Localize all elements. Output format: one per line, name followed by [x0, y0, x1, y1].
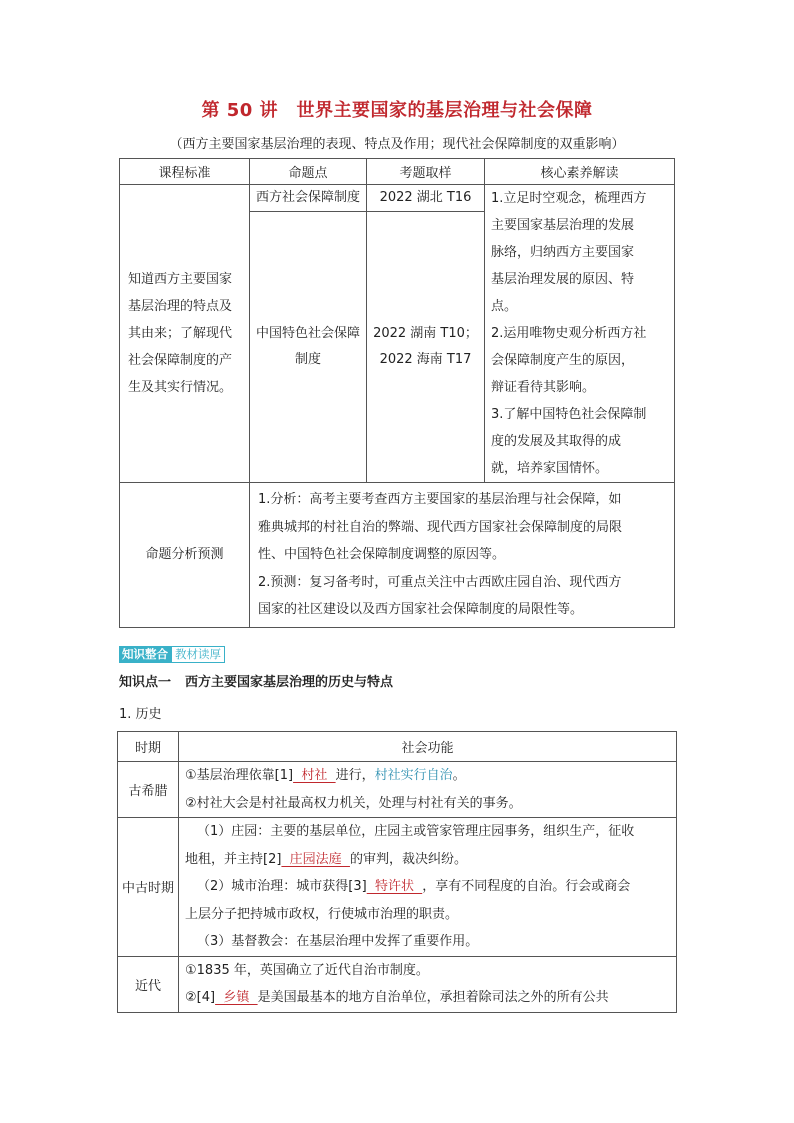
- function-greece: ①基层治理依靠[1] 村社 进行，村社实行自治。 ②村社大会是村社最高权力机关，处理与村社有关的事务。: [179, 762, 677, 818]
- highlight-village-autonomy: 村社实行自治: [374, 768, 453, 783]
- sample-cell-2: 2022 湖南 T10； 2022 海南 T17: [367, 212, 485, 483]
- core-literacy-cell: 1.立足时空观念，梳理西方 主要国家基层治理的发展 脉络，归纳西方主要国家 基层治理发展的原因、特 点。 2.运用唯物史观分析西方社 会保障制度产生的原因， 辩证看待其影响。 3.了解中国特色社会保障制 度的发展及其取得的成 就，培养家国情怀。: [485, 185, 675, 483]
- section-badges: [119, 646, 225, 663]
- history-row-greece: [118, 762, 677, 818]
- section-heading-history: 1. 历史: [119, 707, 162, 722]
- answer-blank-3: 特许状: [366, 879, 423, 894]
- overview-header-row: [120, 159, 675, 185]
- header-period: 时期: [118, 732, 179, 762]
- knowledge-point-title: 西方主要国家基层治理的历史与特点: [185, 675, 394, 690]
- overview-row-1: [120, 185, 675, 212]
- page-subtitle: （西方主要国家基层治理的表现、特点及作用；现代社会保障制度的双重影响）: [169, 137, 625, 152]
- header-point: 命题点: [250, 159, 367, 185]
- function-medieval: （1）庄园：主要的基层单位，庄园主或管家管理庄园事务，组织生产，征收 地租，并主持[2] 庄园法庭 的审判，裁决纠纷。 （2）城市治理：城市获得[3] 特许状 ，享有不同程度的自治。行会或商会 上层分子把持城市政权，行使城市治理的职责。 （3）基督教会：在基层治理中发挥了重要作用。: [179, 818, 677, 957]
- knowledge-point-heading: [119, 671, 393, 690]
- point-cell-1: 西方社会保障制度: [250, 185, 367, 212]
- overview-table: [119, 158, 675, 628]
- period-modern: 近代: [118, 956, 179, 1012]
- badge-textbook-reading: 教材读厚: [171, 646, 225, 663]
- history-row-modern: [118, 956, 677, 1012]
- header-function: 社会功能: [179, 732, 677, 762]
- sample-cell-1: 2022 湖北 T16: [367, 185, 485, 212]
- analysis-content-cell: 1.分析：高考主要考查西方主要国家的基层治理与社会保障，如 雅典城邦的村社自治的弊端、现代西方国家社会保障制度的局限 性、中国特色社会保障制度调整的原因等。 2.预测：复习备考时，可重点关注中古西欧庄园自治、现代西方 国家的社区建设以及西方国家社会保障制度的局限性等。: [250, 483, 675, 628]
- period-greece: 古希腊: [118, 762, 179, 818]
- answer-blank-2: 庄园法庭: [281, 851, 350, 867]
- course-standard-cell: 知道西方主要国家 基层治理的特点及 其由来；了解现代 社会保障制度的产 生及其实行情况。: [120, 185, 250, 483]
- header-core: 核心素养解读: [485, 159, 675, 185]
- page-title: 第 50 讲 世界主要国家的基层治理与社会保障: [201, 100, 593, 121]
- badge-knowledge-integration: 知识整合: [119, 646, 171, 663]
- knowledge-point-label: 知识点一: [119, 675, 172, 690]
- answer-blank-1: 村社: [293, 768, 336, 783]
- overview-analysis-row: [120, 483, 675, 628]
- history-header-row: [118, 732, 677, 762]
- answer-blank-4: 乡镇: [215, 990, 258, 1005]
- header-sample: 考题取样: [367, 159, 485, 185]
- header-standard: 课程标准: [120, 159, 250, 185]
- analysis-label-cell: 命题分析预测: [120, 483, 250, 628]
- period-medieval: 中古时期: [118, 818, 179, 957]
- history-row-medieval: [118, 818, 677, 957]
- history-table: [117, 731, 677, 1013]
- point-cell-2: 中国特色社会保障 制度: [250, 212, 367, 483]
- function-modern: ①1835 年，英国确立了近代自治市制度。 ②[4] 乡镇 是美国最基本的地方自治单位，承担着除司法之外的所有公共: [179, 956, 677, 1012]
